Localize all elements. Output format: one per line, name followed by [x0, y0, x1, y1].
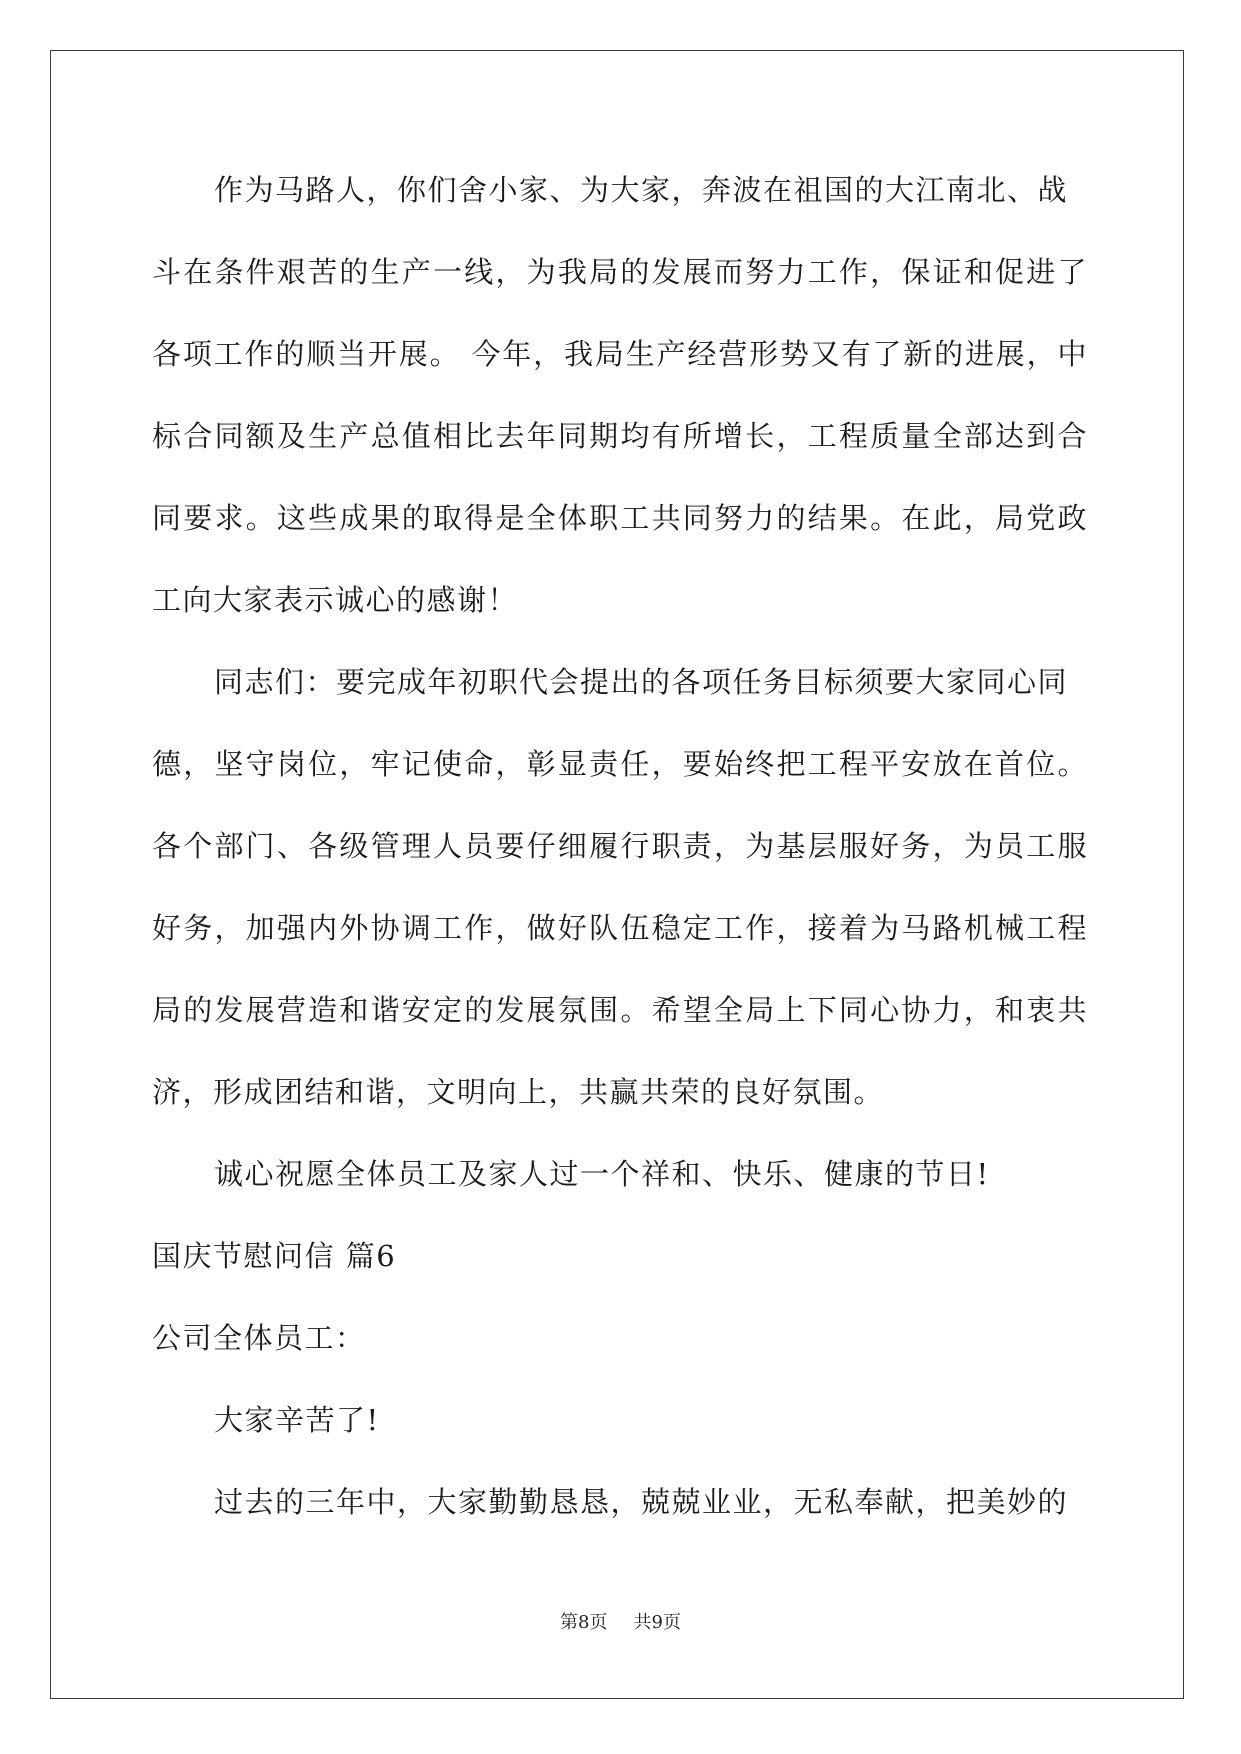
text-line: 好务，加强内外协调工作，做好队伍稳定工作，接着为马路机械工程 [152, 911, 1088, 945]
current-page-number: 第8页 [560, 1612, 608, 1633]
text-line: 大家辛苦了! [214, 1403, 380, 1437]
text-line: 德，坚守岗位，牢记使命，彰显责任，要始终把工程平安放在首位。 [152, 747, 1088, 781]
text-line: 济，形成团结和谐，文明向上，共赢共荣的良好氛围。 [152, 1075, 885, 1109]
text-line: 同志们：要完成年初职代会提出的各项任务目标须要大家同心同 [214, 665, 1069, 699]
text-line: 局的发展营造和谐安定的发展氛围。希望全局上下同心协力，和衷共 [152, 993, 1088, 1027]
salutation: 公司全体员工： [152, 1321, 366, 1355]
total-page-count: 共9页 [633, 1612, 681, 1633]
text-line: 过去的三年中，大家勤勤恳恳，兢兢业业，无私奉献，把美妙的 [214, 1485, 1069, 1519]
text-line: 斗在条件艰苦的生产一线，为我局的发展而努力工作，保证和促进了 [152, 255, 1088, 289]
section-heading: 国庆节慰问信 篇6 [152, 1239, 397, 1273]
text-line: 各项工作的顺当开展。 今年，我局生产经营形势又有了新的进展，中 [152, 337, 1088, 371]
document-body [152, 162, 1088, 1556]
text-line: 工向大家表示诚心的感谢！ [152, 583, 519, 617]
text-line: 同要求。这些成果的取得是全体职工共同努力的结果。在此，局党政 [152, 501, 1088, 535]
text-line: 各个部门、各级管理人员要仔细履行职责，为基层服好务，为员工服 [152, 829, 1088, 863]
text-line: 标合同额及生产总值相比去年同期均有所增长，工程质量全部达到合 [152, 419, 1088, 453]
text-line: 诚心祝愿全体员工及家人过一个祥和、快乐、健康的节日! [214, 1157, 990, 1191]
text-line: 作为马路人，你们舍小家、为大家，奔波在祖国的大江南北、战 [214, 173, 1069, 207]
page-footer [0, 1608, 1241, 1634]
